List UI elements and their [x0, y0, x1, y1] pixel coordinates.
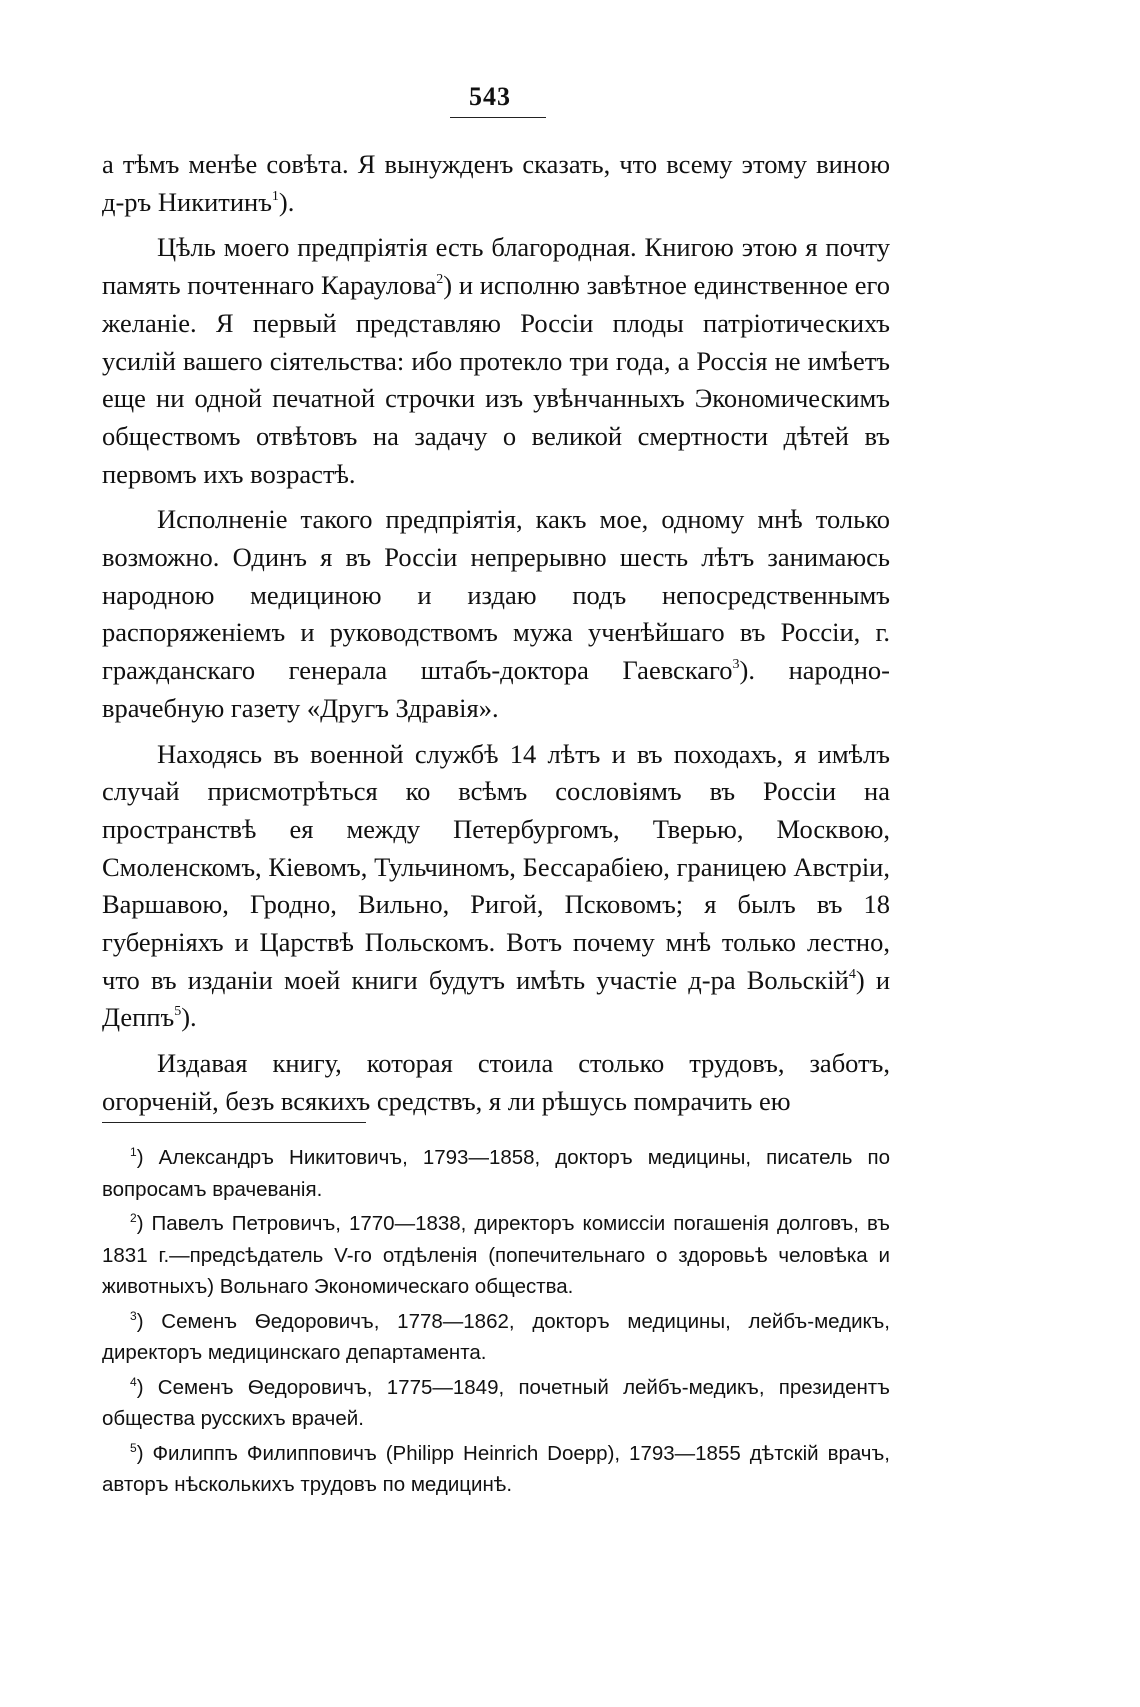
footnote-text: ) Филиппъ Филипповичъ (Philipp Heinrich Doepp), 1793—1855 дѣтскій врачъ, авторъ нѣсколькихъ трудовъ по медицинѣ.	[102, 1441, 890, 1496]
text-span: ) и исполню завѣтное единственное его желаніе. Я первый представляю Россіи плоды патріотическихъ усилій вашего сіятельства: ибо протекло три года, а Россія не имѣетъ еще ни одной печатной строчки изъ увѣнчанныхъ Экономическимъ обществомъ отвѣтовъ на задачу о великой смертности дѣтей въ первомъ ихъ возрастѣ.	[102, 270, 890, 489]
footnote-2	[102, 1208, 890, 1303]
footnotes	[102, 1142, 890, 1504]
paragraph-3	[102, 501, 890, 727]
text-span: Издавая книгу, которая стоила столько трудовъ, заботъ, огорченій, безъ всякихъ средствъ, я ли рѣшусь помрачить ею	[102, 1048, 890, 1116]
footnote-mark: 2	[130, 1211, 137, 1225]
page-number-rule	[450, 117, 546, 118]
footnote-mark: 1	[130, 1145, 137, 1159]
footnote-mark: 3	[130, 1308, 137, 1323]
footnote-1	[102, 1142, 890, 1205]
footnote-ref-2: 2	[436, 272, 444, 288]
footnote-separator	[102, 1122, 366, 1123]
page-number: 543	[469, 82, 511, 111]
text-span: Цѣль моего предпріятія есть благородная. Книгою этою я почту память почтеннаго Караулова	[102, 232, 890, 301]
text-span: а тѣмъ менѣе совѣта. Я вынужденъ сказать, что всему этому виною д-ръ Никитинъ	[102, 149, 890, 217]
footnote-ref-1: 1	[271, 188, 279, 204]
footnote-text: ) Семенъ Ѳедоровичъ, 1778—1862, докторъ медицины, лейбъ-медикъ, директоръ медицинскаго департамента.	[102, 1309, 890, 1364]
paragraph-2	[102, 229, 890, 493]
footnote-text: ) Павелъ Петровичъ, 1770—1838, директоръ комиссіи погашенія долговъ, въ 1831 г.—предсѣдатель V-го отдѣленія (попечительнаго о здоровьѣ человѣка и животныхъ) Вольнаго Экономическаго общества.	[102, 1212, 890, 1298]
footnote-text: ) Семенъ Ѳедоровичъ, 1775—1849, почетный лейбъ-медикъ, президентъ общества русскихъ врачей.	[102, 1375, 890, 1430]
footnote-mark: 4	[130, 1374, 137, 1389]
footnote-ref-3: 3	[732, 657, 740, 673]
text-span: Находясь въ военной службѣ 14 лѣтъ и въ походахъ, я имѣлъ случай присмотрѣться ко всѣмъ сословіямъ въ Россіи на пространствѣ ея между Петербургомъ, Тверью, Москвою, Смоленскомъ, Кіевомъ, Тульчиномъ, Бессарабіею, границею Австріи, Варшавою, Гродно, Вильно, Ригой, Псковомъ; я былъ въ 18 губерніяхъ и Царствѣ Польскомъ. Вотъ почему мнѣ только лестно, что въ изданіи моей книги будутъ имѣть участіе д-ра Вольскій	[102, 738, 890, 995]
text-span: ) и Деппъ	[102, 964, 890, 1033]
footnote-4	[102, 1372, 890, 1435]
footnote-text: ) Александръ Никитовичъ, 1793—1858, докторъ медицины, писатель по вопросамъ врачеванія.	[102, 1146, 890, 1201]
footnote-5	[102, 1438, 890, 1501]
text-span: ).	[278, 186, 295, 217]
paragraph-5	[102, 1045, 890, 1120]
text-span: ).	[181, 1002, 197, 1033]
footnote-mark: 5	[130, 1440, 137, 1455]
paragraph-4	[102, 736, 890, 1038]
footnote-ref-5: 5	[174, 1004, 182, 1020]
text-span: Исполненіе такого предпріятія, какъ мое, одному мнѣ только возможно. Одинъ я въ Россіи непрерывно шесть лѣтъ занимаюсь народною медициною и издаю подъ непосредственнымъ распоряженіемъ и руководствомъ мужа ученѣйшаго въ Россіи, г. гражданскаго генерала штабъ-доктора Гаевскаго	[102, 504, 890, 686]
paragraph-1	[102, 146, 890, 221]
main-text	[102, 146, 890, 1129]
text-span: ). народно-врачебную газету «Другъ Здравія».	[102, 655, 891, 723]
footnote-ref-4: 4	[848, 966, 856, 982]
footnote-3	[102, 1306, 890, 1369]
